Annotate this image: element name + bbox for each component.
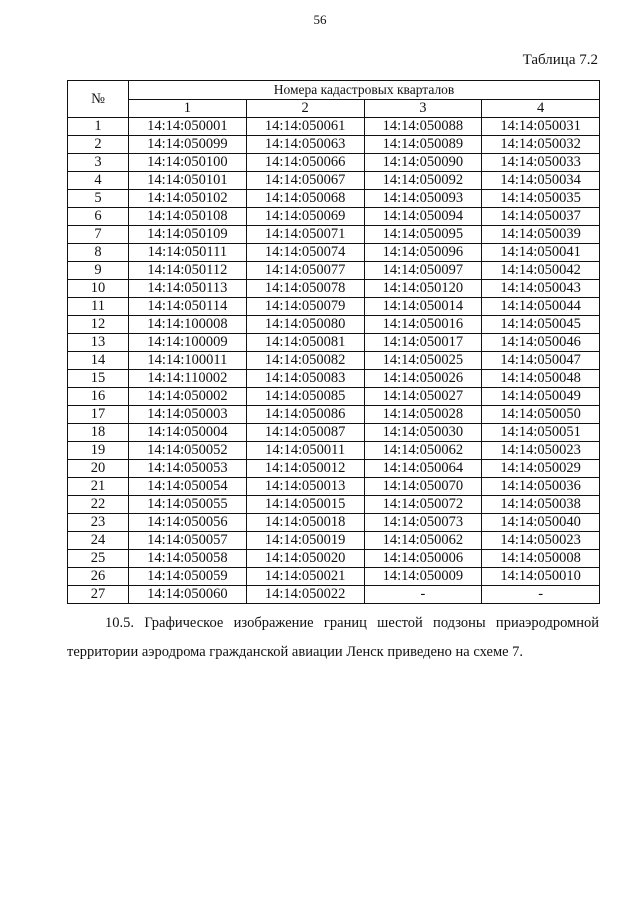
cadastral-number-cell: 14:14:050090	[364, 154, 482, 172]
table-row	[68, 280, 600, 298]
row-number-cell: 11	[68, 298, 129, 316]
cadastral-number-cell: 14:14:050066	[246, 154, 364, 172]
cadastral-number-cell: 14:14:050044	[482, 298, 600, 316]
cadastral-number-cell: 14:14:050055	[129, 496, 247, 514]
table-caption: Таблица 7.2	[522, 52, 598, 68]
table-row	[68, 388, 600, 406]
cadastral-number-cell: 14:14:050030	[364, 424, 482, 442]
row-number-cell: 24	[68, 532, 129, 550]
cadastral-number-cell: 14:14:050062	[364, 442, 482, 460]
cadastral-number-cell: 14:14:050080	[246, 316, 364, 334]
paragraph-text: 10.5. Графическое изображение границ шестой подзоны приаэродромной территории аэродрома гражданской авиации Ленск приведено на схеме 7.	[67, 615, 599, 660]
cadastral-number-cell: 14:14:050071	[246, 226, 364, 244]
cadastral-number-cell: 14:14:050032	[482, 136, 600, 154]
cadastral-number-cell: 14:14:050011	[246, 442, 364, 460]
cadastral-number-cell: 14:14:050018	[246, 514, 364, 532]
cadastral-number-cell: 14:14:050063	[246, 136, 364, 154]
column-group-header: Номера кадастровых кварталов	[129, 81, 600, 100]
cadastral-number-cell: 14:14:050082	[246, 352, 364, 370]
cadastral-number-cell: 14:14:050003	[129, 406, 247, 424]
table-row	[68, 532, 600, 550]
column-header-4: 4	[482, 99, 600, 118]
page-number: 56	[313, 12, 327, 27]
cadastral-number-cell: 14:14:050099	[129, 136, 247, 154]
row-number-cell: 1	[68, 118, 129, 136]
cadastral-number-cell: 14:14:050072	[364, 496, 482, 514]
cadastral-number-cell: 14:14:050089	[364, 136, 482, 154]
table-row	[68, 136, 600, 154]
cadastral-number-cell: 14:14:050113	[129, 280, 247, 298]
row-number-cell: 25	[68, 550, 129, 568]
cadastral-number-cell: 14:14:050025	[364, 352, 482, 370]
cadastral-number-cell: 14:14:050049	[482, 388, 600, 406]
cadastral-number-cell: 14:14:050059	[129, 568, 247, 586]
cadastral-number-cell: 14:14:050108	[129, 208, 247, 226]
column-header-number: №	[68, 81, 129, 118]
cadastral-number-cell: 14:14:050013	[246, 478, 364, 496]
row-number-cell: 4	[68, 172, 129, 190]
column-header-3: 3	[364, 99, 482, 118]
cadastral-number-cell: 14:14:050028	[364, 406, 482, 424]
cadastral-number-cell: 14:14:050096	[364, 244, 482, 262]
cadastral-number-cell: 14:14:050009	[364, 568, 482, 586]
cadastral-number-cell: 14:14:050020	[246, 550, 364, 568]
table-row	[68, 316, 600, 334]
cadastral-number-cell: 14:14:050086	[246, 406, 364, 424]
cadastral-number-cell: 14:14:050014	[364, 298, 482, 316]
cadastral-number-cell: 14:14:050073	[364, 514, 482, 532]
cadastral-number-cell: -	[364, 586, 482, 604]
table-row	[68, 586, 600, 604]
cadastral-number-cell: 14:14:050041	[482, 244, 600, 262]
row-number-cell: 22	[68, 496, 129, 514]
row-number-cell: 18	[68, 424, 129, 442]
cadastral-number-cell: 14:14:050002	[129, 388, 247, 406]
cadastral-number-cell: 14:14:050100	[129, 154, 247, 172]
cadastral-number-cell: 14:14:050027	[364, 388, 482, 406]
cadastral-number-cell: -	[482, 586, 600, 604]
cadastral-number-cell: 14:14:050010	[482, 568, 600, 586]
cadastral-number-cell: 14:14:050038	[482, 496, 600, 514]
cadastral-number-cell: 14:14:050112	[129, 262, 247, 280]
cadastral-number-cell: 14:14:050114	[129, 298, 247, 316]
cadastral-number-cell: 14:14:050046	[482, 334, 600, 352]
cadastral-number-cell: 14:14:050087	[246, 424, 364, 442]
row-number-cell: 21	[68, 478, 129, 496]
table-row	[68, 172, 600, 190]
cadastral-number-cell: 14:14:050051	[482, 424, 600, 442]
cadastral-number-cell: 14:14:050021	[246, 568, 364, 586]
table-row	[68, 352, 600, 370]
cadastral-number-cell: 14:14:050036	[482, 478, 600, 496]
cadastral-number-cell: 14:14:050061	[246, 118, 364, 136]
row-number-cell: 2	[68, 136, 129, 154]
cadastral-number-cell: 14:14:050022	[246, 586, 364, 604]
cadastral-number-cell: 14:14:050054	[129, 478, 247, 496]
cadastral-number-cell: 14:14:050079	[246, 298, 364, 316]
table-row	[68, 226, 600, 244]
cadastral-number-cell: 14:14:050088	[364, 118, 482, 136]
row-number-cell: 20	[68, 460, 129, 478]
cadastral-number-cell: 14:14:050040	[482, 514, 600, 532]
cadastral-number-cell: 14:14:050006	[364, 550, 482, 568]
cadastral-number-cell: 14:14:050035	[482, 190, 600, 208]
cadastral-number-cell: 14:14:050001	[129, 118, 247, 136]
row-number-cell: 14	[68, 352, 129, 370]
cadastral-number-cell: 14:14:050060	[129, 586, 247, 604]
cadastral-number-cell: 14:14:050056	[129, 514, 247, 532]
cadastral-number-cell: 14:14:050037	[482, 208, 600, 226]
cadastral-number-cell: 14:14:050074	[246, 244, 364, 262]
cadastral-number-cell: 14:14:050062	[364, 532, 482, 550]
cadastral-number-cell: 14:14:050111	[129, 244, 247, 262]
table-row	[68, 406, 600, 424]
cadastral-number-cell: 14:14:100008	[129, 316, 247, 334]
cadastral-number-cell: 14:14:050070	[364, 478, 482, 496]
cadastral-number-cell: 14:14:050067	[246, 172, 364, 190]
table-row	[68, 298, 600, 316]
table-row	[68, 568, 600, 586]
cadastral-number-cell: 14:14:050045	[482, 316, 600, 334]
table-row	[68, 244, 600, 262]
cadastral-number-cell: 14:14:050085	[246, 388, 364, 406]
cadastral-number-cell: 14:14:050092	[364, 172, 482, 190]
cadastral-number-cell: 14:14:050078	[246, 280, 364, 298]
cadastral-number-cell: 14:14:050048	[482, 370, 600, 388]
row-number-cell: 15	[68, 370, 129, 388]
row-number-cell: 8	[68, 244, 129, 262]
cadastral-number-cell: 14:14:050095	[364, 226, 482, 244]
cadastral-number-cell: 14:14:050033	[482, 154, 600, 172]
cadastral-number-cell: 14:14:050069	[246, 208, 364, 226]
cadastral-number-cell: 14:14:050094	[364, 208, 482, 226]
cadastral-number-cell: 14:14:050008	[482, 550, 600, 568]
cadastral-number-cell: 14:14:050068	[246, 190, 364, 208]
cadastral-number-cell: 14:14:100011	[129, 352, 247, 370]
cadastral-number-cell: 14:14:050052	[129, 442, 247, 460]
row-number-cell: 27	[68, 586, 129, 604]
cadastral-number-cell: 14:14:050016	[364, 316, 482, 334]
row-number-cell: 7	[68, 226, 129, 244]
cadastral-number-cell: 14:14:050050	[482, 406, 600, 424]
cadastral-number-cell: 14:14:050043	[482, 280, 600, 298]
cadastral-number-cell: 14:14:050031	[482, 118, 600, 136]
table-row	[68, 424, 600, 442]
table-row	[68, 370, 600, 388]
row-number-cell: 17	[68, 406, 129, 424]
table-row	[68, 334, 600, 352]
cadastral-number-cell: 14:14:050017	[364, 334, 482, 352]
cadastral-number-cell: 14:14:050083	[246, 370, 364, 388]
column-header-1: 1	[129, 99, 247, 118]
table-body	[68, 118, 600, 604]
row-number-cell: 9	[68, 262, 129, 280]
cadastral-number-cell: 14:14:050093	[364, 190, 482, 208]
cadastral-number-cell: 14:14:050101	[129, 172, 247, 190]
table-row	[68, 478, 600, 496]
cadastral-number-cell: 14:14:050023	[482, 442, 600, 460]
cadastral-number-cell: 14:14:050029	[482, 460, 600, 478]
row-number-cell: 23	[68, 514, 129, 532]
cadastral-number-cell: 14:14:050042	[482, 262, 600, 280]
cadastral-number-cell: 14:14:050019	[246, 532, 364, 550]
table-row	[68, 208, 600, 226]
cadastral-number-cell: 14:14:110002	[129, 370, 247, 388]
table-row	[68, 154, 600, 172]
table-row	[68, 118, 600, 136]
body-paragraph	[67, 609, 599, 667]
cadastral-number-cell: 14:14:050053	[129, 460, 247, 478]
row-number-cell: 16	[68, 388, 129, 406]
cadastral-number-cell: 14:14:050109	[129, 226, 247, 244]
table-row	[68, 262, 600, 280]
row-number-cell: 19	[68, 442, 129, 460]
cadastral-number-cell: 14:14:050120	[364, 280, 482, 298]
column-header-2: 2	[246, 99, 364, 118]
cadastral-number-cell: 14:14:050058	[129, 550, 247, 568]
cadastral-number-cell: 14:14:050039	[482, 226, 600, 244]
row-number-cell: 12	[68, 316, 129, 334]
table-row	[68, 190, 600, 208]
row-number-cell: 5	[68, 190, 129, 208]
row-number-cell: 6	[68, 208, 129, 226]
cadastral-number-cell: 14:14:100009	[129, 334, 247, 352]
table-row	[68, 550, 600, 568]
table-row	[68, 442, 600, 460]
cadastral-number-cell: 14:14:050015	[246, 496, 364, 514]
cadastral-number-cell: 14:14:050097	[364, 262, 482, 280]
cadastral-number-cell: 14:14:050034	[482, 172, 600, 190]
cadastral-number-cell: 14:14:050023	[482, 532, 600, 550]
cadastral-number-cell: 14:14:050012	[246, 460, 364, 478]
cadastral-number-cell: 14:14:050026	[364, 370, 482, 388]
row-number-cell: 26	[68, 568, 129, 586]
table-row	[68, 514, 600, 532]
cadastral-quarters-table	[67, 80, 600, 604]
cadastral-number-cell: 14:14:050004	[129, 424, 247, 442]
cadastral-number-cell: 14:14:050057	[129, 532, 247, 550]
cadastral-number-cell: 14:14:050102	[129, 190, 247, 208]
table-row	[68, 460, 600, 478]
cadastral-number-cell: 14:14:050081	[246, 334, 364, 352]
row-number-cell: 3	[68, 154, 129, 172]
row-number-cell: 10	[68, 280, 129, 298]
cadastral-number-cell: 14:14:050077	[246, 262, 364, 280]
cadastral-number-cell: 14:14:050047	[482, 352, 600, 370]
cadastral-number-cell: 14:14:050064	[364, 460, 482, 478]
row-number-cell: 13	[68, 334, 129, 352]
table-row	[68, 496, 600, 514]
